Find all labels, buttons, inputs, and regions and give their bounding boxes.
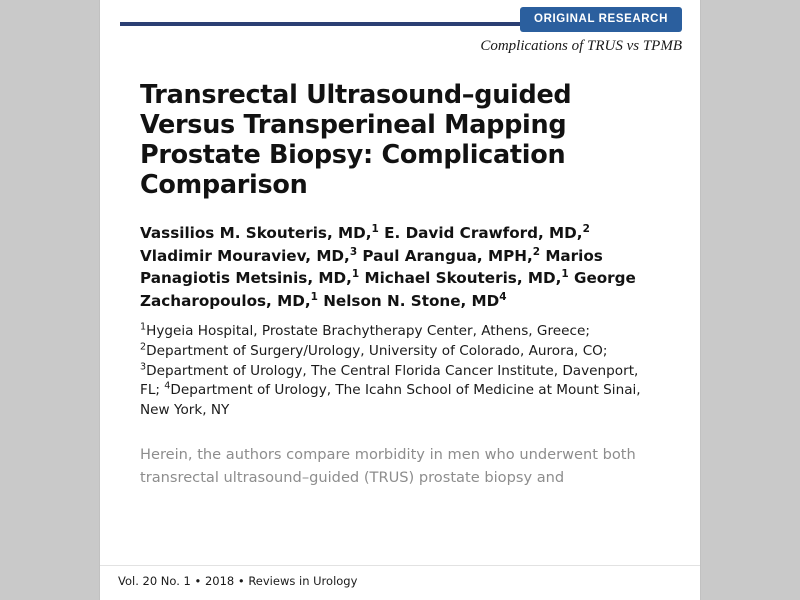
abstract-text: Herein, the authors compare morbidity in men who underwent both transrectal ultrasound–guided (TRUS) prostate biopsy and xyxy=(140,445,636,487)
page-footer xyxy=(100,565,700,600)
footer-citation: Vol. 20 No. 1 • 2018 • Reviews in Urology xyxy=(118,574,358,588)
affiliation-list xyxy=(140,322,650,421)
author-list xyxy=(140,222,655,312)
document-page xyxy=(100,0,700,600)
running-head: Complications of TRUS vs TPMB xyxy=(480,38,682,54)
affiliation-list-text: $^1$Hygeia Hospital, Prostate Brachytherapy Center, Athens, Greece; $^2$Department of Surgery/Urology, University of Colorado, Aurora, CO; $^3$Department of Urology, The Central Florida Cancer Institute, Davenport, FL; $^4$Department of Urology, The Icahn School of Medicine at Mount Sinai, New York, NY xyxy=(140,321,641,419)
page-title: Transrectal Ultrasound–guided Versus Transperineal Mapping Prostate Biopsy: Complication Comparison xyxy=(140,80,572,201)
article-content xyxy=(140,80,660,490)
header-rule xyxy=(120,22,580,26)
article-type-badge: ORIGINAL RESEARCH xyxy=(520,7,682,32)
author-list-text: Vassilios M. Skouteris, MD,$^1$ E. David Crawford, MD,$^2$ Vladimir Mouraviev, MD,$^3$ Paul Arangua, MPH,$^2$ Marios Panagiotis Metsinis, MD,$^1$ Michael Skouteris, MD,$^1$ George Zacharopoulos, MD,$^1$ Nelson N. Stone, $MD^4$ xyxy=(140,223,636,310)
